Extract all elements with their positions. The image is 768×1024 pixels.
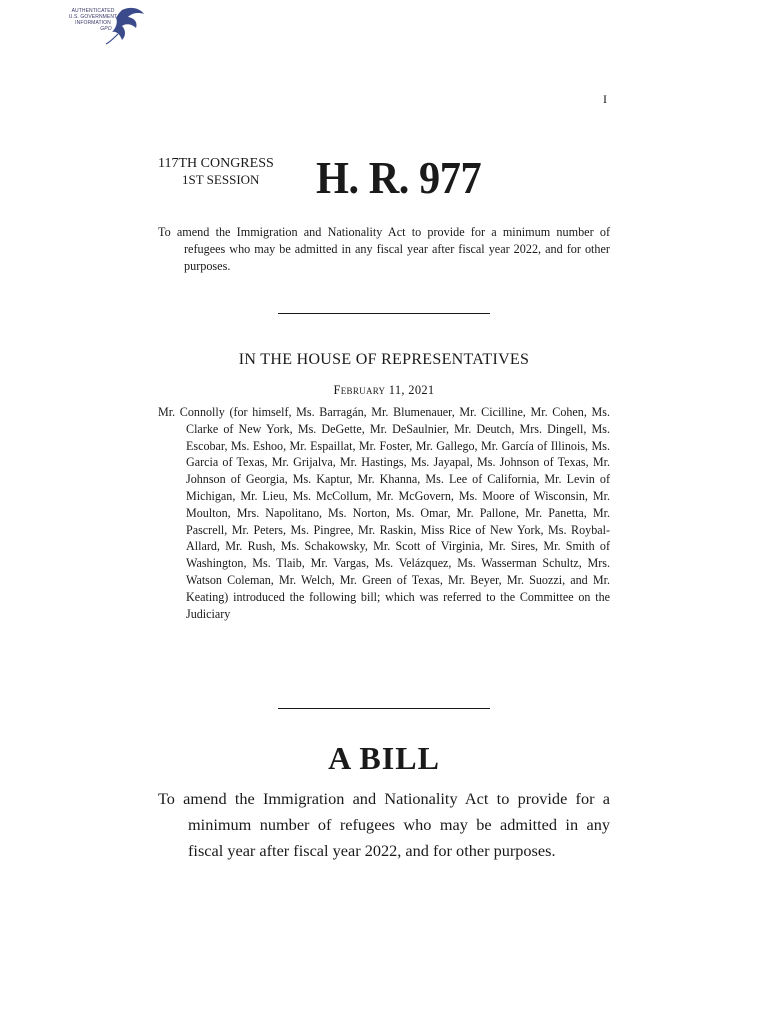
long-title: To amend the Immigration and Nationality Act to provide for a minimum number of refugees who may be admitted in any fiscal year after fiscal year 2022, and for other purposes. <box>158 789 610 860</box>
session-label: 1ST SESSION <box>182 172 260 187</box>
page-number: I <box>603 92 607 106</box>
bill-heading: A BILL <box>328 740 440 776</box>
short-title: To amend the Immigration and Nationality Act to provide for a minimum number of refugees who may be admitted in any fiscal year after fiscal year 2022, and for other purposes. <box>158 225 610 273</box>
introduction-date: February 11, 2021 <box>333 383 435 397</box>
seal-line-4: GPO <box>100 26 112 32</box>
divider-rule <box>278 708 490 709</box>
sponsors-paragraph: Mr. Connolly (for himself, Ms. Barragán, Mr. Blumenauer, Mr. Cicilline, Mr. Cohen, Ms. Clarke of New York, Ms. DeGette, Mr. DeSaulnier, Mr. Deutch, Mrs. Dingell, Ms. Escobar, Ms. Eshoo, Mr. Espaillat, Mr. Foster, Mr. Gallego, Mr. García of Illinois, Ms. Garcia of Texas, Mr. Grijalva, Mr. Hastings, Ms. Jayapal, Ms. Johnson of Texas, Mr. Johnson of Georgia, Ms. Kaptur, Mr. Khanna, Ms. Lee of California, Mr. Levin of Michigan, Mr. Lieu, Ms. McCollum, Mr. McGovern, Ms. Moore of Wisconsin, Mr. Moulton, Mrs. Napolitano, Ms. Norton, Ms. Omar, Mr. Pallone, Mr. Panetta, Mr. Pascrell, Mr. Peters, Ms. Pingree, Mr. Raskin, Miss Rice of New York, Ms. Roybal-Allard, Mr. Rush, Ms. Schakowsky, Mr. Scott of Virginia, Mr. Sires, Mr. Smith of Washington, Ms. Tlaib, Mr. Vargas, Ms. Velázquez, Ms. Wasserman Schultz, Mrs. Watson Coleman, Mr. Welch, Mr. Green of Texas, Mr. Beyer, Mr. Suozzi, and Mr. Keating) introduced the following bill; which was referred to the Committee on the Judiciary <box>158 405 610 621</box>
seal-line-1: AUTHENTICATED <box>71 8 115 14</box>
congress-session-block <box>158 156 274 188</box>
seal-line-2: U.S. GOVERNMENT <box>68 14 118 20</box>
congress-label: 117TH CONGRESS <box>158 156 274 171</box>
chamber-heading: IN THE HOUSE OF REPRESENTATIVES <box>238 351 530 368</box>
bill-number: H. R. 977 <box>316 152 482 203</box>
gpo-seal-text <box>60 8 126 32</box>
seal-line-3: INFORMATION <box>75 20 111 26</box>
gpo-authentication-logo <box>60 4 148 48</box>
divider-rule <box>278 313 490 314</box>
